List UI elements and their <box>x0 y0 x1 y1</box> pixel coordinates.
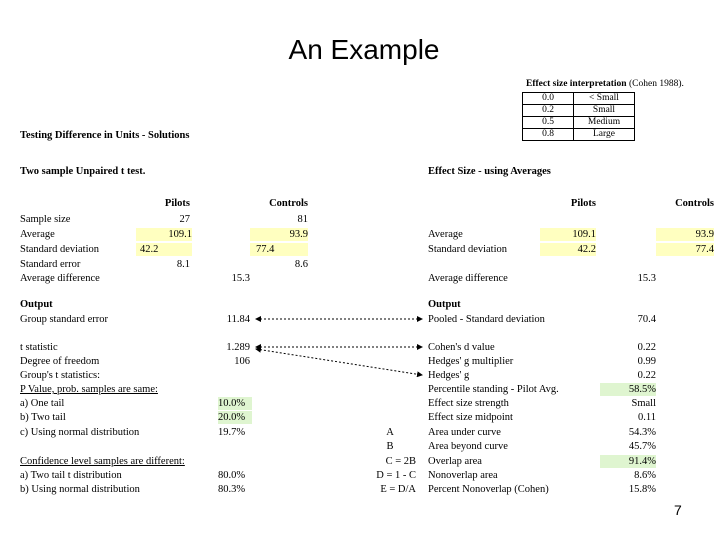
row-label: Standard error <box>20 259 81 270</box>
right-average-pilots: 109.1 <box>540 228 596 241</box>
avg-diff-value: 15.3 <box>231 273 250 284</box>
formula-b: B <box>386 441 394 452</box>
formula-a: A <box>386 427 394 438</box>
pilots-value: 8.1 <box>176 259 190 270</box>
normal-label: c) Using normal distribution <box>20 427 140 438</box>
pilots-value: 27 <box>179 214 190 225</box>
row-label: Average difference <box>20 273 100 284</box>
formula-d: D = 1 - C <box>376 470 416 481</box>
controls-sd-value: 77.4 <box>256 244 275 255</box>
normal-value: 19.7% <box>218 427 246 438</box>
pooled-label: Pooled - Standard deviation <box>428 314 545 325</box>
right-row-label: Nonoverlap area <box>428 470 498 481</box>
slide-title: An Example <box>288 34 440 65</box>
row-label: Average <box>20 229 55 240</box>
row-label: Standard deviation <box>20 244 100 255</box>
effect-label: Medium <box>574 117 635 129</box>
conf-label: Confidence level samples are different: <box>20 456 185 467</box>
right-output-label: Output <box>428 299 461 310</box>
right-average-label: Average <box>428 229 463 240</box>
conf-b-value: 80.3% <box>218 484 246 495</box>
right-avgdiff-label: Average difference <box>428 273 508 284</box>
right-row-label: Hedges' g <box>428 370 470 381</box>
formula-e: E = D/A <box>380 484 416 495</box>
one-tail-label: a) One tail <box>20 398 65 409</box>
right-col-pilots: Pilots <box>570 198 596 209</box>
left-col-pilots: Pilots <box>164 198 190 209</box>
group-t-label: Group's t statistics: <box>20 370 101 381</box>
right-row-label: Area beyond curve <box>428 441 508 452</box>
right-avgdiff-value: 15.3 <box>637 273 656 284</box>
t-stat-label: t statistic <box>20 342 58 353</box>
right-sd-controls: 77.4 <box>656 243 714 256</box>
right-row-value: 0.11 <box>638 412 656 423</box>
left-heading: Testing Difference in Units - Solutions <box>20 130 190 141</box>
dof-label: Degree of freedom <box>20 356 100 367</box>
right-row-label: Overlap area <box>428 456 482 467</box>
right-row-value: 8.6% <box>634 470 656 481</box>
conf-b-label: b) Using normal distribution <box>20 484 140 495</box>
one-tail-value: 10.0% <box>218 397 252 410</box>
effect-label: Small <box>574 105 635 117</box>
right-row-label: Hedges' g multiplier <box>428 356 514 367</box>
controls-value: 8.6 <box>294 259 308 270</box>
left-col-controls: Controls <box>269 198 308 209</box>
right-row-label: Percent Nonoverlap (Cohen) <box>428 484 549 495</box>
right-col-controls: Controls <box>675 198 714 209</box>
conf-a-label: a) Two tail t distribution <box>20 470 122 481</box>
right-row-value: 0.22 <box>637 370 656 381</box>
right-sd-pilots: 42.2 <box>540 243 596 256</box>
right-row-label: Effect size midpoint <box>428 412 513 423</box>
right-sd-label: Standard deviation <box>428 244 508 255</box>
dof-value: 106 <box>234 356 250 367</box>
controls-average-cell: 93.9 <box>250 228 308 241</box>
two-tail-value: 20.0% <box>218 411 252 424</box>
t-stat-value: 1.289 <box>226 342 250 353</box>
formula-c: C = 2B <box>385 456 416 467</box>
group-se-value: 11.84 <box>226 314 250 325</box>
effect-label: Large <box>574 129 635 141</box>
pilots-average-cell: 109.1 <box>136 228 192 241</box>
effect-table-heading-bold: Effect size interpretation <box>526 79 627 89</box>
right-row-value: 45.7% <box>628 441 656 452</box>
left-subheading: Two sample Unpaired t test. <box>20 166 146 177</box>
effect-value: 0.5 <box>523 117 574 129</box>
right-row-value-highlight: 91.4% <box>600 455 656 468</box>
pvalue-label: P Value, prob. samples are same: <box>20 384 158 395</box>
right-row-value-highlight: 58.5% <box>600 383 656 396</box>
pilots-sd-value: 42.2 <box>140 244 159 255</box>
right-row-label: Cohen's d value <box>428 342 495 353</box>
right-row-value: Small <box>631 398 656 409</box>
right-average-controls: 93.9 <box>656 228 714 241</box>
effect-value: 0.8 <box>523 129 574 141</box>
page-number: 7 <box>674 502 682 518</box>
effect-value: 0.0 <box>523 93 574 105</box>
pooled-value: 70.4 <box>637 314 656 325</box>
effect-table-heading-source: (Cohen 1988). <box>626 79 684 89</box>
conf-a-value: 80.0% <box>218 470 246 481</box>
right-row-value: 0.22 <box>637 342 656 353</box>
right-heading: Effect Size - using Averages <box>428 166 551 177</box>
right-row-label: Percentile standing - Pilot Avg. <box>428 384 559 395</box>
right-row-value: 15.8% <box>628 484 656 495</box>
group-se-label: Group standard error <box>20 314 109 325</box>
right-row-value: 0.99 <box>637 356 656 367</box>
right-row-label: Effect size strength <box>428 398 509 409</box>
effect-label: < Small <box>574 93 635 105</box>
left-output-label: Output <box>20 299 53 310</box>
arrow-t-to-hedges <box>256 349 422 375</box>
effect-value: 0.2 <box>523 105 574 117</box>
right-row-value: 54.3% <box>628 427 656 438</box>
right-row-label: Area under curve <box>428 427 501 438</box>
row-label: Sample size <box>20 214 71 225</box>
controls-value: 81 <box>297 214 308 225</box>
two-tail-label: b) Two tail <box>20 412 66 423</box>
